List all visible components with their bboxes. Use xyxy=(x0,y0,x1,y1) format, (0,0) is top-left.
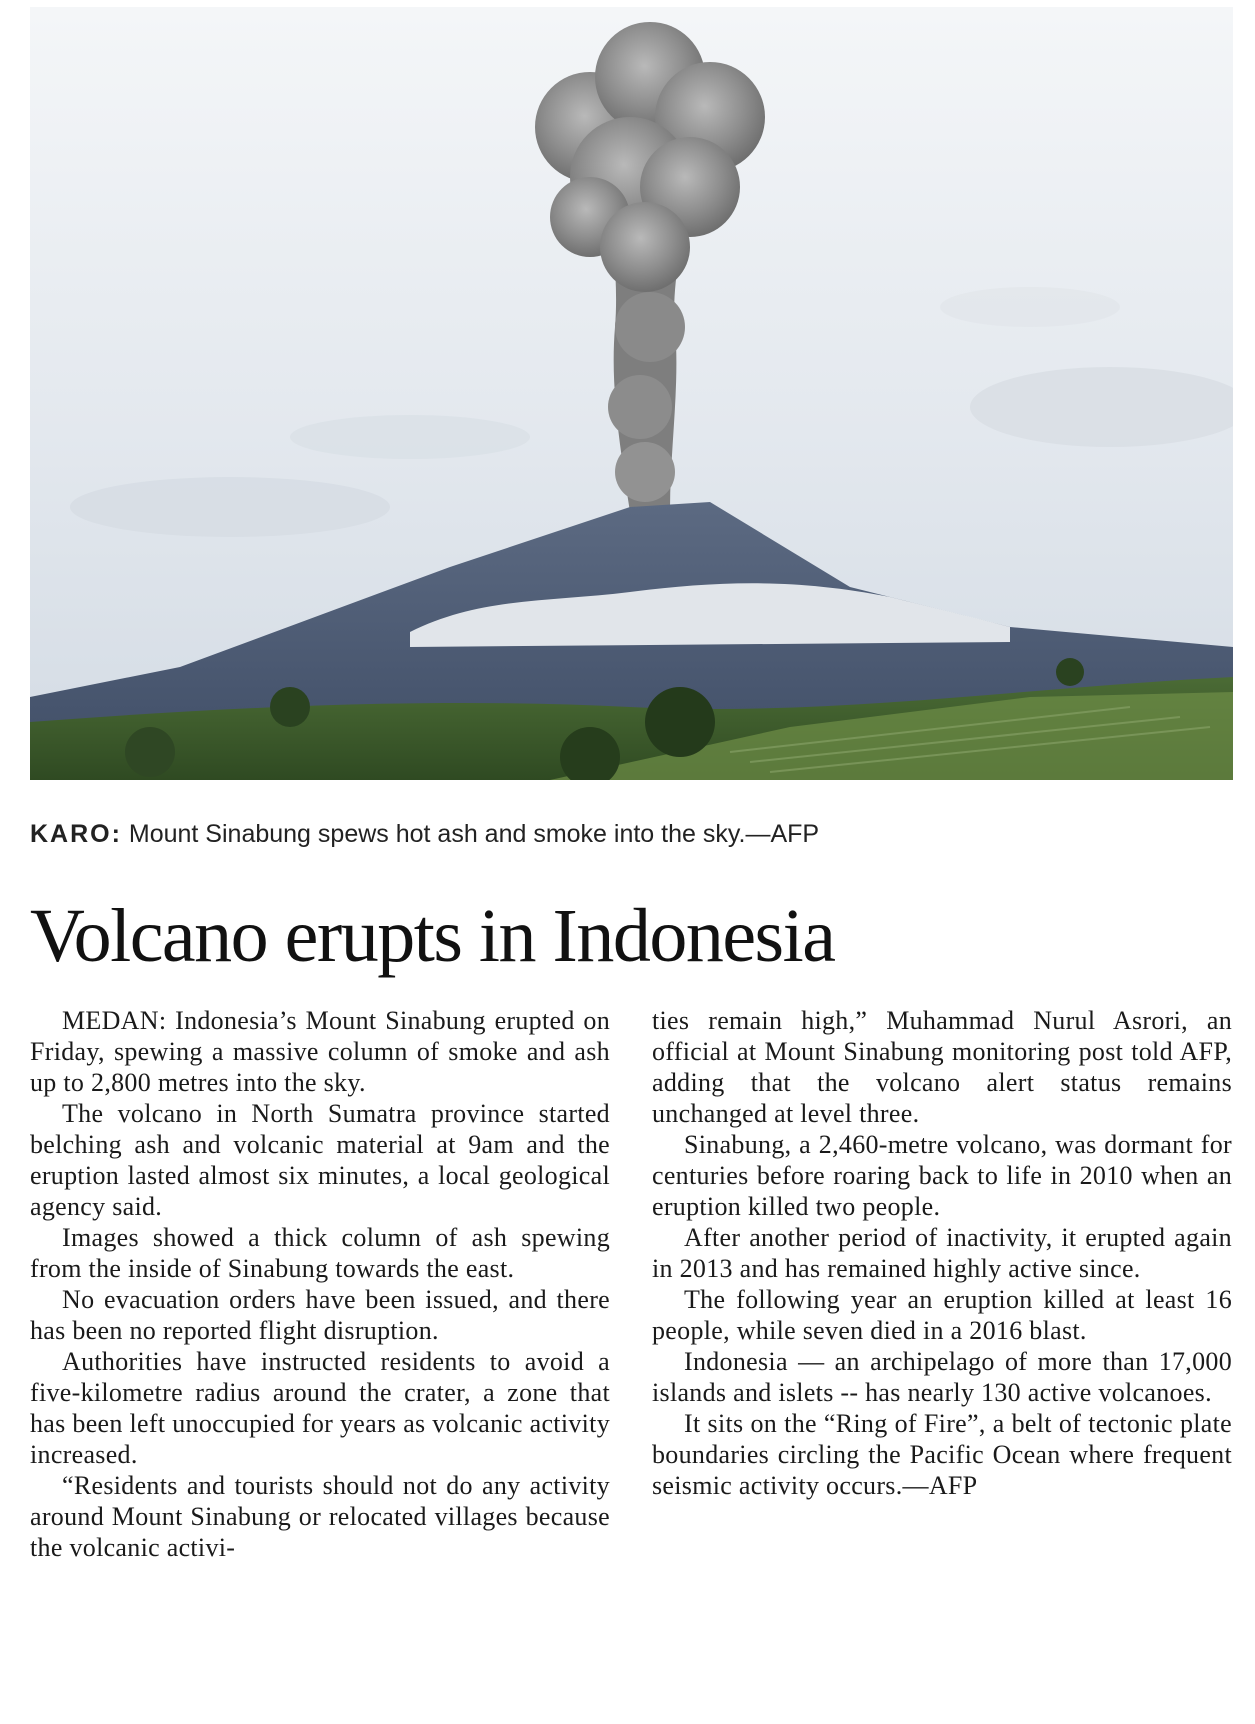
paragraph: Sinabung, a 2,460-metre volcano, was dormant for centuries before roaring back to life in 2010 when an eruption killed two people. xyxy=(652,1130,1232,1221)
news-photo xyxy=(30,7,1233,780)
caption-text: Mount Sinabung spews hot ash and smoke into the sky.—AFP xyxy=(121,820,820,848)
caption-location: KARO: xyxy=(30,820,122,848)
article-column-right xyxy=(652,1005,1232,1501)
paragraph: Authorities have instructed residents to avoid a five-kilometre radius around the crater, a zone that has been left unoccupied for years as volcanic activity increased. xyxy=(30,1347,610,1469)
paragraph: “Residents and tourists should not do any activity around Mount Sinabung or relocated villages because the volcanic activi- xyxy=(30,1471,610,1562)
article-column-left xyxy=(30,1005,610,1563)
paragraph: It sits on the “Ring of Fire”, a belt of tectonic plate boundaries circling the Pacific Ocean where frequent seismic activity occurs.—AFP xyxy=(652,1409,1232,1500)
photo-caption xyxy=(30,820,1230,849)
volcano-eruption-photo xyxy=(30,7,1233,780)
paragraph-continuation: ties remain high,” Muhammad Nurul Asrori, an official at Mount Sinabung monitoring post told AFP, adding that the volcano alert status remains unchanged at level three. xyxy=(652,1006,1232,1128)
paragraph: Images showed a thick column of ash spewing from the inside of Sinabung towards the east. xyxy=(30,1223,610,1283)
headline: Volcano erupts in Indonesia xyxy=(30,894,835,978)
paragraph: MEDAN: Indonesia’s Mount Sinabung erupted on Friday, spewing a massive column of smoke and ash up to 2,800 metres into the sky. xyxy=(30,1006,610,1097)
paragraph: The following year an eruption killed at least 16 people, while seven died in a 2016 blast. xyxy=(652,1285,1232,1345)
paragraph: After another period of inactivity, it erupted again in 2013 and has remained highly active since. xyxy=(652,1223,1232,1283)
paragraph: No evacuation orders have been issued, and there has been no reported flight disruption. xyxy=(30,1285,610,1345)
paragraph: The volcano in North Sumatra province started belching ash and volcanic material at 9am and the eruption lasted almost six minutes, a local geological agency said. xyxy=(30,1099,610,1221)
paragraph: Indonesia — an archipelago of more than 17,000 islands and islets -- has nearly 130 active volcanoes. xyxy=(652,1347,1232,1407)
